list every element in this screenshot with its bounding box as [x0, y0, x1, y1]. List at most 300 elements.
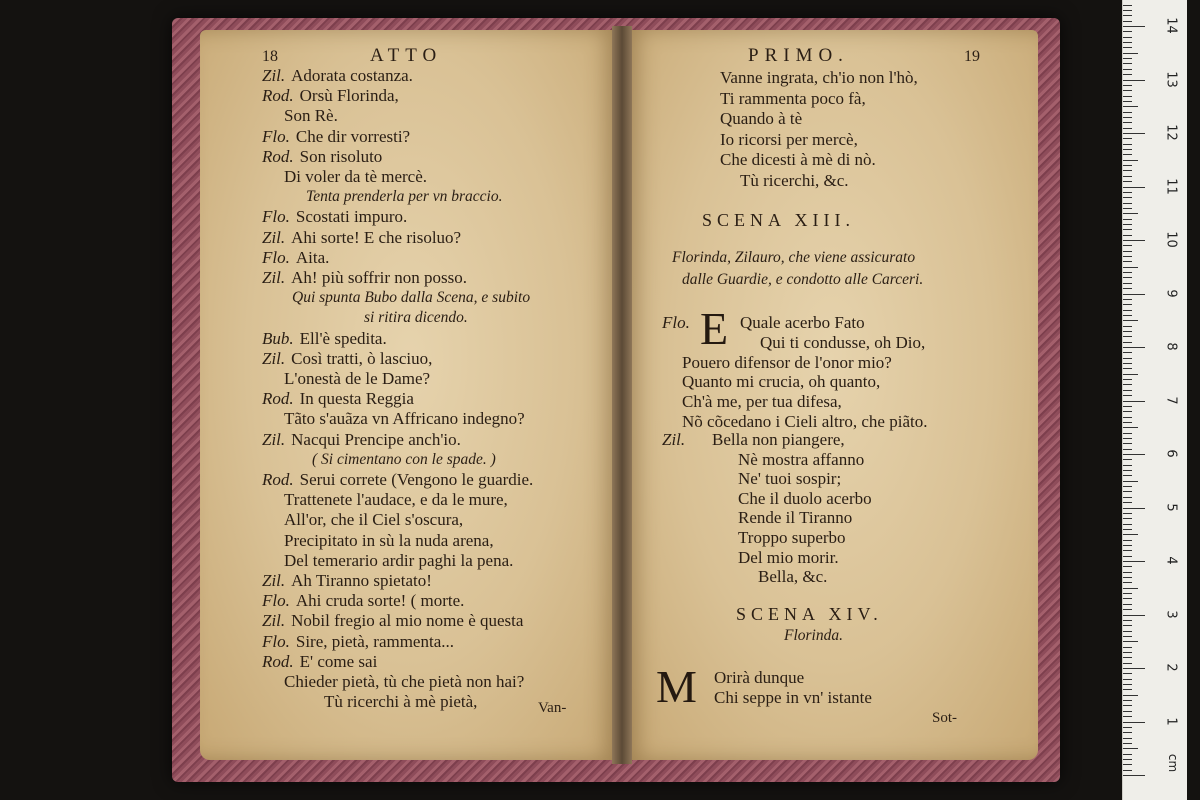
left-text-line [284, 551, 513, 571]
ruler-number: 11 [1163, 177, 1179, 195]
ruler-tick [1123, 748, 1138, 749]
left-text-line [262, 268, 467, 288]
line-text: Orsù Florinda, [299, 86, 399, 105]
line-text: Tenta prenderla per vn braccio. [306, 188, 503, 205]
left-text-line [262, 470, 533, 490]
ruler-tick [1123, 722, 1145, 723]
ruler-tick [1123, 85, 1132, 86]
left-text-line [262, 652, 377, 672]
ruler-tick [1123, 58, 1132, 59]
speaker-label: Bub. [262, 329, 294, 348]
ruler-tick [1123, 764, 1132, 765]
line-text: E' come sai [299, 652, 378, 671]
ruler-number: 5 [1163, 502, 1179, 512]
speaker-zil: Zil. [662, 430, 686, 449]
ruler-tick [1123, 170, 1132, 171]
ruler-tick [1123, 609, 1132, 610]
ruler-tick [1123, 69, 1132, 70]
ruler-tick [1123, 657, 1132, 658]
flo-speech-line [682, 372, 880, 392]
right-top-line [720, 68, 918, 88]
zil-speech-line [738, 508, 852, 528]
ruler-tick [1123, 63, 1132, 64]
left-text-line [262, 611, 523, 631]
left-text-line [262, 389, 414, 409]
ruler-tick [1123, 224, 1132, 225]
right-top-line [720, 150, 876, 170]
zil-speech-line [738, 528, 846, 548]
ruler-tick [1123, 288, 1132, 289]
measuring-ruler [1122, 0, 1187, 800]
ruler-tick [1123, 459, 1132, 460]
ruler-tick [1123, 304, 1132, 305]
ruler-tick [1123, 620, 1132, 621]
ruler-tick [1123, 149, 1132, 150]
ruler-tick [1123, 754, 1132, 755]
ruler-tick [1123, 582, 1132, 583]
speaker-label: Rod. [262, 389, 294, 408]
speaker-label: Zil. [262, 611, 286, 630]
ruler-tick [1123, 310, 1132, 311]
ruler-tick [1123, 251, 1132, 252]
line-text: Del temerario ardir paghi la pena. [284, 551, 514, 570]
line-text: Chi seppe in vn' istante [714, 688, 872, 707]
m-speech-line [714, 688, 872, 708]
ruler-tick [1123, 636, 1132, 637]
ruler-tick [1123, 74, 1132, 75]
ruler-tick [1123, 679, 1132, 680]
line-text: Ahi sorte! E che risoluo? [291, 228, 462, 247]
zil-speech-line [738, 489, 872, 509]
ruler-tick [1123, 299, 1132, 300]
speaker-label: Flo. [262, 632, 290, 651]
ruler-tick [1123, 122, 1132, 123]
ruler-tick [1123, 759, 1132, 760]
zil-speech-line [758, 567, 827, 587]
ruler-tick [1123, 491, 1132, 492]
ruler-tick [1123, 647, 1132, 648]
ruler-tick [1123, 684, 1132, 685]
ruler-tick [1123, 561, 1145, 562]
ruler-tick [1123, 358, 1132, 359]
ruler-tick [1123, 395, 1132, 396]
ruler-tick [1123, 112, 1132, 113]
scene-14-title: SCENA XIV. [736, 604, 883, 624]
speaker-label: Zil. [262, 349, 286, 368]
ruler-tick [1123, 443, 1132, 444]
ruler-tick [1123, 540, 1132, 541]
line-text: L'onestà de le Dame? [284, 369, 431, 388]
ruler-tick [1123, 213, 1138, 214]
ruler-tick [1123, 502, 1132, 503]
m-speech-line [714, 668, 804, 688]
ruler-tick [1123, 465, 1132, 466]
ruler-tick [1123, 486, 1132, 487]
ruler-tick [1123, 625, 1132, 626]
ruler-tick [1123, 331, 1132, 332]
ruler-tick [1123, 481, 1138, 482]
speaker-label: Flo. [262, 127, 290, 146]
line-text: Nobil fregio al mio nome è questa [291, 611, 524, 630]
line-text: Che dir vorresti? [295, 127, 411, 146]
line-text: Tù ricerchi, &c. [740, 171, 849, 190]
ruler-tick [1123, 80, 1145, 81]
ruler-tick [1123, 588, 1138, 589]
ruler-tick [1123, 663, 1132, 664]
drop-cap-m: M [656, 661, 697, 712]
flo-speech-line [682, 392, 842, 412]
line-text: Troppo superbo [738, 528, 846, 547]
ruler-tick [1123, 37, 1132, 38]
flo-speech-line [760, 333, 925, 353]
ruler-tick [1123, 21, 1132, 22]
ruler-tick [1123, 245, 1132, 246]
ruler-tick [1123, 550, 1132, 551]
ruler-tick [1123, 652, 1132, 653]
speaker-label: Flo. [262, 207, 290, 226]
flo-speech-line [740, 313, 865, 333]
ruler-tick [1123, 294, 1145, 295]
ruler-tick [1123, 363, 1132, 364]
ruler-number: 2 [1163, 663, 1179, 672]
ruler-tick [1123, 438, 1132, 439]
left-text-line [284, 369, 430, 389]
ruler-tick [1123, 390, 1132, 391]
ruler-tick [1123, 615, 1145, 616]
ruler-tick [1123, 144, 1132, 145]
ruler-tick [1123, 770, 1132, 771]
ruler-tick [1123, 90, 1132, 91]
scene-14-character: Florinda. [784, 627, 843, 644]
line-text: Nè mostra affanno [738, 449, 865, 469]
drop-cap-e: E [700, 303, 729, 354]
line-text: Nacqui Prencipe anch'io. [291, 430, 461, 449]
ruler-tick [1123, 775, 1145, 776]
right-top-line [720, 130, 858, 150]
ruler-tick [1123, 229, 1132, 230]
ruler-tick [1123, 26, 1145, 27]
ruler-number: 1 [1163, 716, 1179, 726]
scene-13-direction-line: dalle Guardie, e condotto alle Carceri. [682, 271, 924, 288]
ruler-tick [1123, 235, 1132, 236]
ruler-number: 12 [1163, 124, 1179, 141]
line-text: si ritira dicendo. [364, 309, 468, 326]
ruler-tick [1123, 572, 1132, 573]
ruler-tick [1123, 604, 1132, 605]
line-text: Quale acerbo Fato [740, 313, 865, 332]
speaker-label: Rod. [262, 147, 294, 166]
left-text-line [324, 692, 477, 712]
ruler-tick [1123, 219, 1132, 220]
right-running-head: PRIMO. [748, 45, 849, 66]
ruler-tick [1123, 411, 1132, 412]
line-text: All'or, che il Ciel s'oscura, [284, 510, 464, 529]
ruler-number: 10 [1163, 231, 1179, 248]
line-text: Serui correte (Vengono le guardie. [299, 470, 534, 489]
ruler-number: 8 [1163, 342, 1179, 351]
ruler-tick [1123, 336, 1132, 337]
ruler-tick [1123, 689, 1132, 690]
line-text: Ah! più soffrir non posso. [291, 268, 467, 287]
right-catchword: Sot- [932, 710, 958, 726]
ruler-tick [1123, 176, 1132, 177]
line-text: Quanto mi crucia, oh quanto, [682, 372, 881, 392]
line-text: Orirà dunque [714, 668, 805, 687]
line-text: Rende il Tiranno [738, 508, 853, 528]
left-text-line [284, 510, 463, 530]
ruler-tick [1123, 192, 1132, 193]
ruler-tick [1123, 427, 1138, 428]
ruler-tick [1123, 342, 1132, 343]
ruler-tick [1123, 128, 1132, 129]
ruler-tick [1123, 529, 1132, 530]
ruler-tick [1123, 240, 1145, 241]
ruler-tick [1123, 10, 1132, 11]
ruler-tick [1123, 267, 1138, 268]
ruler-tick [1123, 524, 1132, 525]
ruler-tick [1123, 42, 1132, 43]
ruler-tick [1123, 475, 1132, 476]
line-text: Nõ cõcedano i Cieli altro, che piãto. [682, 412, 928, 431]
speaker-label: Rod. [262, 652, 294, 671]
ruler-tick [1123, 401, 1145, 402]
left-text-line [292, 288, 530, 308]
left-text-line [262, 430, 461, 450]
ruler-tick [1123, 732, 1132, 733]
flo-speech-line [682, 412, 927, 432]
ruler-number: 9 [1163, 288, 1179, 298]
line-text: Ti rammenta poco fà, [720, 88, 866, 108]
left-text-line [262, 86, 399, 106]
ruler-tick [1123, 384, 1132, 385]
ruler-tick [1123, 96, 1132, 97]
ruler-tick [1123, 181, 1132, 182]
zil-speech-line [738, 450, 864, 470]
ruler-tick [1123, 101, 1132, 102]
left-text-line [262, 228, 461, 248]
ruler-tick [1123, 117, 1132, 118]
line-text: Ah Tiranno spietato! [291, 571, 432, 590]
ruler-tick [1123, 508, 1145, 509]
ruler-tick [1123, 315, 1132, 316]
left-text-line [312, 450, 496, 470]
ruler-tick [1123, 133, 1145, 134]
left-text-line [284, 490, 508, 510]
ruler-tick [1123, 261, 1132, 262]
zil-speech-line [738, 469, 841, 489]
ruler-tick [1123, 31, 1132, 32]
ruler-tick [1123, 406, 1132, 407]
line-text: Ell'è spedita. [299, 329, 387, 348]
line-text: Aita. [295, 248, 330, 267]
left-text-line [364, 308, 468, 328]
line-text: Che il duolo acerbo [738, 488, 872, 508]
ruler-tick [1123, 160, 1138, 161]
left-text-line [262, 329, 387, 349]
left-running-head: ATTO [370, 45, 443, 66]
line-text: Scostati impuro. [295, 207, 408, 226]
speaker-label: Zil. [262, 66, 286, 85]
ruler-tick [1123, 700, 1132, 701]
ruler-tick [1123, 470, 1132, 471]
ruler-tick [1123, 256, 1132, 257]
line-text: Così tratti, ò lasciuo, [291, 349, 433, 368]
ruler-number: 3 [1163, 609, 1179, 619]
line-text: Del mio morir. [738, 547, 839, 567]
ruler-tick [1123, 631, 1132, 632]
left-text-line [262, 632, 454, 652]
zil-speech-line [738, 548, 839, 568]
left-text-line [262, 349, 432, 369]
scene-13-title: SCENA XIII. [702, 210, 855, 230]
line-text: In questa Reggia [299, 389, 414, 408]
left-text-line [284, 409, 525, 429]
line-text: Pouero difensor de l'onor mio? [682, 352, 892, 372]
ruler-tick [1123, 716, 1132, 717]
left-text-line [262, 591, 464, 611]
ruler-tick [1123, 277, 1132, 278]
ruler-tick [1123, 695, 1138, 696]
ruler-tick [1123, 154, 1132, 155]
left-text-line [262, 66, 413, 86]
line-text: Vanne ingrata, ch'io non l'hò, [720, 68, 918, 87]
ruler-tick [1123, 53, 1138, 54]
left-catchword: Van- [538, 700, 567, 716]
ruler-tick [1123, 320, 1138, 321]
ruler-tick [1123, 598, 1132, 599]
line-text: Ch'à me, per tua difesa, [682, 392, 842, 412]
line-text: Quando à tè [720, 109, 803, 129]
left-text-line [284, 531, 494, 551]
ruler-tick [1123, 15, 1132, 16]
ruler-tick [1123, 208, 1132, 209]
ruler-tick [1123, 433, 1132, 434]
ruler-tick [1123, 518, 1132, 519]
line-text: Che dicesti à mè di nò. [720, 150, 876, 170]
ruler-tick [1123, 673, 1132, 674]
ruler-tick [1123, 534, 1138, 535]
ruler-tick [1123, 326, 1132, 327]
speaker-label: Zil. [262, 430, 286, 449]
ruler-tick [1123, 711, 1132, 712]
ruler-tick [1123, 417, 1132, 418]
ruler-tick [1123, 5, 1132, 6]
left-text-line [284, 672, 524, 692]
ruler-tick [1123, 449, 1132, 450]
right-top-line [740, 171, 849, 191]
speaker-label: Zil. [262, 571, 286, 590]
ruler-tick [1123, 368, 1132, 369]
line-text: Trattenete l'audace, e da le mure, [284, 490, 508, 509]
ruler-tick [1123, 165, 1132, 166]
ruler-tick [1123, 668, 1145, 669]
line-text: Son risoluto [299, 147, 383, 166]
speaker-label: Zil. [262, 268, 286, 287]
line-text: Chieder pietà, tù che pietà non hai? [284, 672, 525, 691]
left-text-line [284, 167, 427, 187]
speaker-label: Rod. [262, 86, 294, 105]
ruler-tick [1123, 352, 1132, 353]
line-text: Ahi cruda sorte! ( morte. [295, 591, 465, 610]
ruler-number: 4 [1163, 556, 1179, 565]
line-text: Adorata costanza. [291, 66, 413, 85]
line-text: Son Rè. [284, 106, 338, 125]
ruler-tick [1123, 743, 1132, 744]
ruler-unit: cm [1166, 753, 1180, 773]
left-text-line [262, 248, 329, 268]
line-text: Bella, &c. [758, 567, 828, 587]
line-text: ( Si cimentano con le spade. ) [312, 451, 496, 468]
right-top-line [720, 109, 802, 129]
zil-speech-line [712, 430, 845, 450]
ruler-tick [1123, 738, 1132, 739]
ruler-tick [1123, 379, 1132, 380]
ruler-tick [1123, 283, 1132, 284]
speaker-flo: Flo. [662, 313, 690, 332]
left-text-line [262, 207, 407, 227]
ruler-tick [1123, 566, 1132, 567]
flo-speech-line [682, 353, 892, 373]
ruler-number: 7 [1163, 395, 1179, 405]
ruler-tick [1123, 556, 1132, 557]
ruler-tick [1123, 513, 1132, 514]
ruler-tick [1123, 593, 1132, 594]
line-text: Qui ti condusse, oh Dio, [760, 332, 926, 352]
line-text: Di voler da tè mercè. [284, 167, 428, 186]
left-text-line [284, 106, 338, 126]
right-top-line [720, 89, 866, 109]
ruler-tick [1123, 347, 1145, 348]
ruler-tick [1123, 545, 1132, 546]
scene-13-direction-line: Florinda, Zilauro, che viene assicurato [672, 249, 916, 266]
line-text: Tãto s'auãza vn Affricano indegno? [284, 409, 525, 428]
ruler-tick [1123, 47, 1132, 48]
ruler-number: 14 [1163, 17, 1179, 34]
line-text: Precipitato in sù la nuda arena, [284, 531, 494, 550]
line-text: Bella non piangere, [712, 430, 845, 449]
book-gutter [612, 26, 632, 764]
ruler-number: 6 [1163, 449, 1179, 458]
ruler-tick [1123, 106, 1138, 107]
left-text-line [262, 147, 382, 167]
line-text: Qui spunta Bubo dalla Scena, e subito [292, 289, 531, 306]
left-page-number: 18 [262, 48, 278, 65]
ruler-tick [1123, 272, 1132, 273]
ruler-tick [1123, 203, 1132, 204]
ruler-tick [1123, 727, 1132, 728]
ruler-tick [1123, 374, 1138, 375]
ruler-tick [1123, 705, 1132, 706]
ruler-tick [1123, 454, 1145, 455]
ruler-tick [1123, 577, 1132, 578]
ruler-tick [1123, 422, 1132, 423]
ruler-tick [1123, 187, 1145, 188]
left-text-line [262, 571, 432, 591]
ruler-number: 13 [1163, 70, 1179, 88]
speaker-label: Flo. [262, 248, 290, 267]
speaker-label: Rod. [262, 470, 294, 489]
ruler-tick [1123, 497, 1132, 498]
right-page-number: 19 [964, 48, 980, 65]
line-text: Tù ricerchi à mè pietà, [324, 692, 478, 711]
ruler-tick [1123, 197, 1132, 198]
left-text-line [306, 187, 502, 207]
speaker-label: Zil. [262, 228, 286, 247]
line-text: Ne' tuoi sospir; [738, 469, 842, 489]
line-text: Sire, pietà, rammenta... [295, 632, 454, 651]
speaker-label: Flo. [262, 591, 290, 610]
left-text-line [262, 127, 410, 147]
